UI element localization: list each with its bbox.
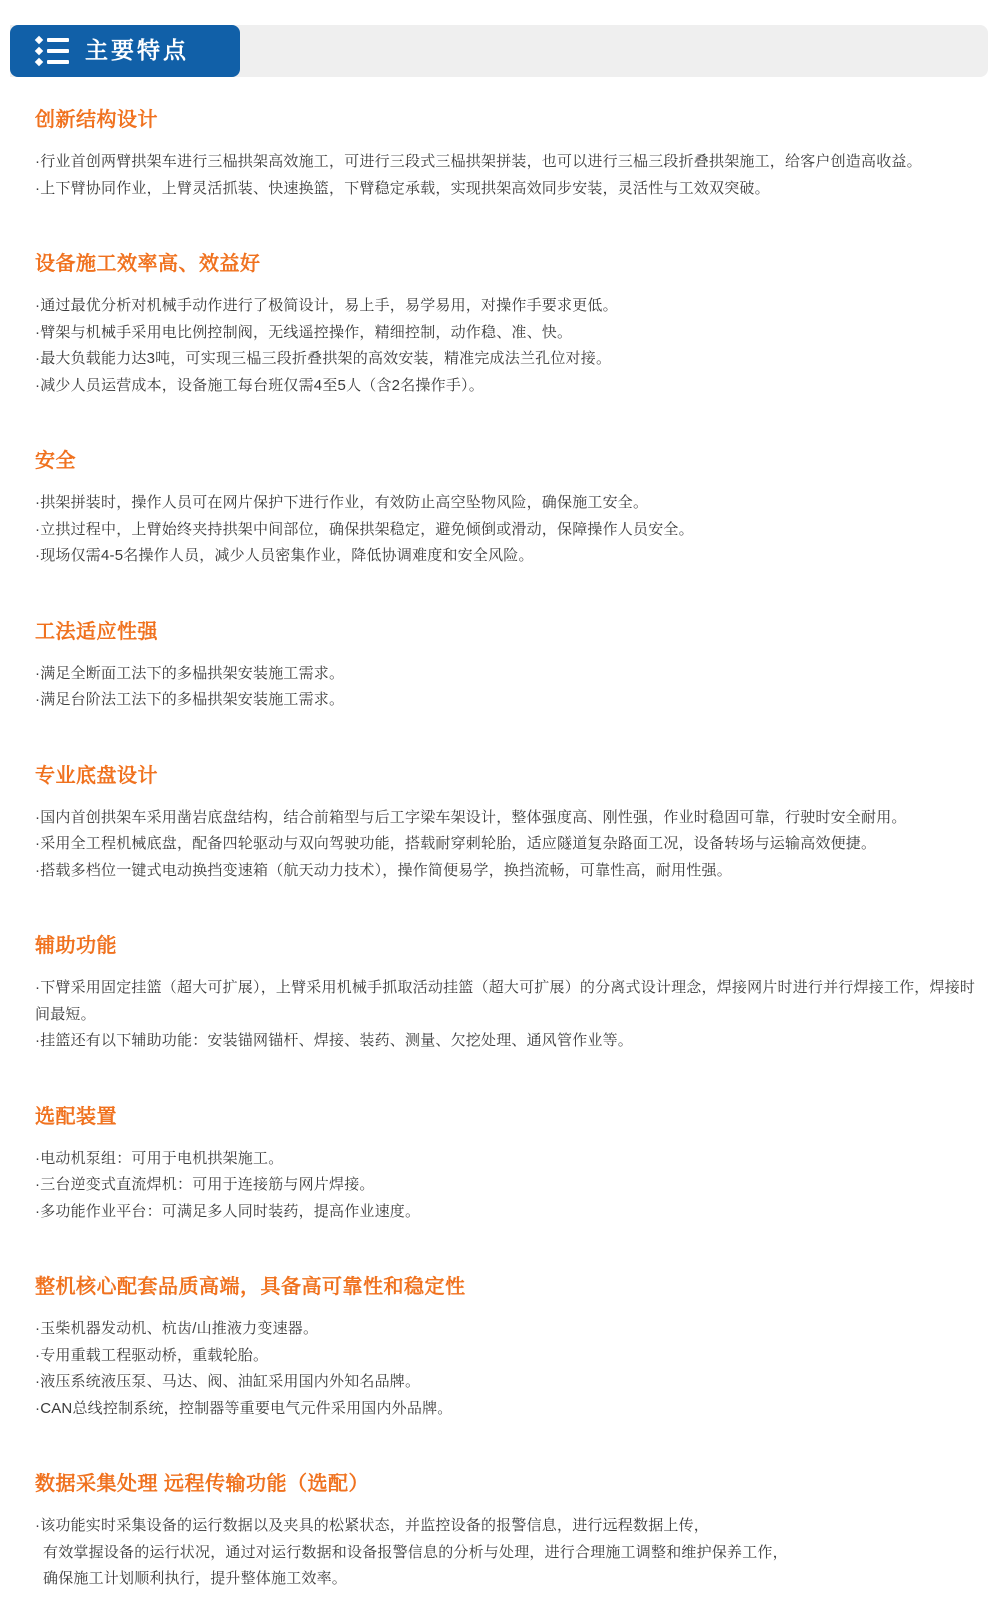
bullet-line: ·该功能实时采集设备的运行数据以及夹具的松紧状态，并监控设备的报警信息，进行远程数据上传， (35, 1517, 709, 1534)
bullet-line: ·下臂采用固定挂篮（超大可扩展），上臂采用机械手抓取活动挂篮（超大可扩展）的分离式设计理念，焊接网片时进行并行焊接工作，焊接时间最短。 (35, 979, 976, 1023)
section-title: 选配装置 (35, 1105, 117, 1128)
bullet-line: ·立拱过程中，上臂始终夹持拱架中间部位，确保拱架稳定，避免倾倒或滑动，保障操作人员安全。 (35, 520, 694, 538)
section-title: 数据采集处理 远程传输功能（选配） (35, 1473, 370, 1495)
bullet-line: ·满足台阶法工法下的多榀拱架安装施工需求。 (35, 691, 345, 708)
bullet-line: ·最大负载能力达3吨，可实现三榀三段折叠拱架的高效安装，精准完成法兰孔位对接。 (35, 350, 612, 367)
bullet-line: ·臂架与机械手采用电比例控制阀，无线遥控操作，精细控制，动作稳、准、快。 (35, 323, 573, 341)
section-title: 安全 (35, 450, 76, 472)
bullet-list (35, 149, 986, 202)
feature-section (35, 764, 986, 885)
section-title: 创新结构设计 (35, 109, 158, 131)
feature-section (35, 449, 986, 570)
section-title: 工法适应性强 (35, 620, 158, 643)
bullet-line: ·采用全工程机械底盘，配备四轮驱动与双向驾驶功能，搭载耐穿刺轮胎，适应隧道复杂路面工况，设备转场与运输高效便捷。 (35, 835, 877, 852)
bullet-line: ·行业首创两臂拱架车进行三榀拱架高效施工，可进行三段式三榀拱架拼装，也可以进行三榀三段折叠拱架施工，给客户创造高收益。 (35, 153, 922, 170)
section-title: 设备施工效率高、效益好 (35, 253, 261, 275)
bullet-line: ·减少人员运营成本，设备施工每台班仅需4至5人（含2名操作手）。 (35, 376, 484, 394)
feature-section (35, 108, 986, 202)
bullet-line: ·现场仅需4-5名操作人员，减少人员密集作业，降低协调难度和安全风险。 (35, 547, 534, 564)
bullet-list (35, 293, 986, 399)
bullet-line: ·国内首创拱架车采用凿岩底盘结构，结合前箱型与后工字梁车架设计，整体强度高、刚性强，作业时稳固可靠，行驶时安全耐用。 (35, 808, 907, 826)
feature-section (35, 934, 986, 1055)
bullet-list (35, 490, 986, 570)
bullet-line: ·电动机泵组：可用于电机拱架施工。 (35, 1149, 284, 1167)
bullet-list (35, 1146, 986, 1226)
feature-section (35, 1105, 986, 1226)
feature-section (35, 1275, 986, 1422)
bullet-line: ·上下臂协同作业，上臂灵活抓装、快速换篮，下臂稳定承载，实现拱架高效同步安装，灵活性与工效双突破。 (35, 179, 770, 197)
bullet-line: 有效掌握设备的运行状况，通过对运行数据和设备报警信息的分析与处理，进行合理施工调整和维护保养工作， (43, 1543, 788, 1561)
bullet-line: 确保施工计划顺利执行，提升整体施工效率。 (43, 1570, 348, 1587)
bullet-line: ·液压系统液压泵、马达、阀、油缸采用国内外知名品牌。 (35, 1373, 421, 1390)
bullet-line: ·多功能作业平台：可满足多人同时装药，提高作业速度。 (35, 1202, 421, 1220)
bullet-line: ·挂篮还有以下辅助功能：安装锚网锚杆、焊接、装药、测量、欠挖处理、通风管作业等。 (35, 1032, 633, 1049)
feature-section (35, 1472, 986, 1593)
section-title: 整机核心配套品质高端，具备高可靠性和稳定性 (35, 1276, 466, 1298)
bullet-line: ·搭载多档位一键式电动换挡变速箱（航天动力技术），操作简便易学，换挡流畅，可靠性高，耐用性强。 (35, 861, 732, 879)
bullet-list (35, 1316, 986, 1422)
section-title: 辅助功能 (35, 935, 117, 957)
bullet-line: ·专用重载工程驱动桥，重载轮胎。 (35, 1346, 269, 1364)
feature-page (0, 25, 1000, 1623)
feature-section (35, 252, 986, 399)
bullet-list (35, 1513, 986, 1593)
feature-sections (0, 108, 1000, 1623)
section-title: 专业底盘设计 (35, 764, 158, 787)
bullet-list (35, 805, 986, 885)
bullet-line: ·三台逆变式直流焊机：可用于连接筋与网片焊接。 (35, 1176, 375, 1193)
section-header-strip (10, 25, 988, 77)
bullet-list (35, 975, 986, 1055)
list-icon (36, 37, 69, 65)
bullet-line: ·玉柴机器发动机、杭齿/山推液力变速器。 (35, 1320, 319, 1337)
bullet-list (35, 661, 986, 714)
bullet-line: ·CAN总线控制系统，控制器等重要电气元件采用国内外品牌。 (35, 1399, 453, 1417)
bullet-line: ·满足全断面工法下的多榀拱架安装施工需求。 (35, 664, 345, 682)
feature-section (35, 620, 986, 714)
section-header-badge (10, 25, 240, 77)
bullet-line: ·通过最优分析对机械手动作进行了极简设计，易上手，易学易用，对操作手要求更低。 (35, 297, 618, 314)
bullet-line: ·拱架拼装时，操作人员可在网片保护下进行作业，有效防止高空坠物风险，确保施工安全。 (35, 494, 649, 511)
page-title: 主要特点 (85, 36, 189, 63)
